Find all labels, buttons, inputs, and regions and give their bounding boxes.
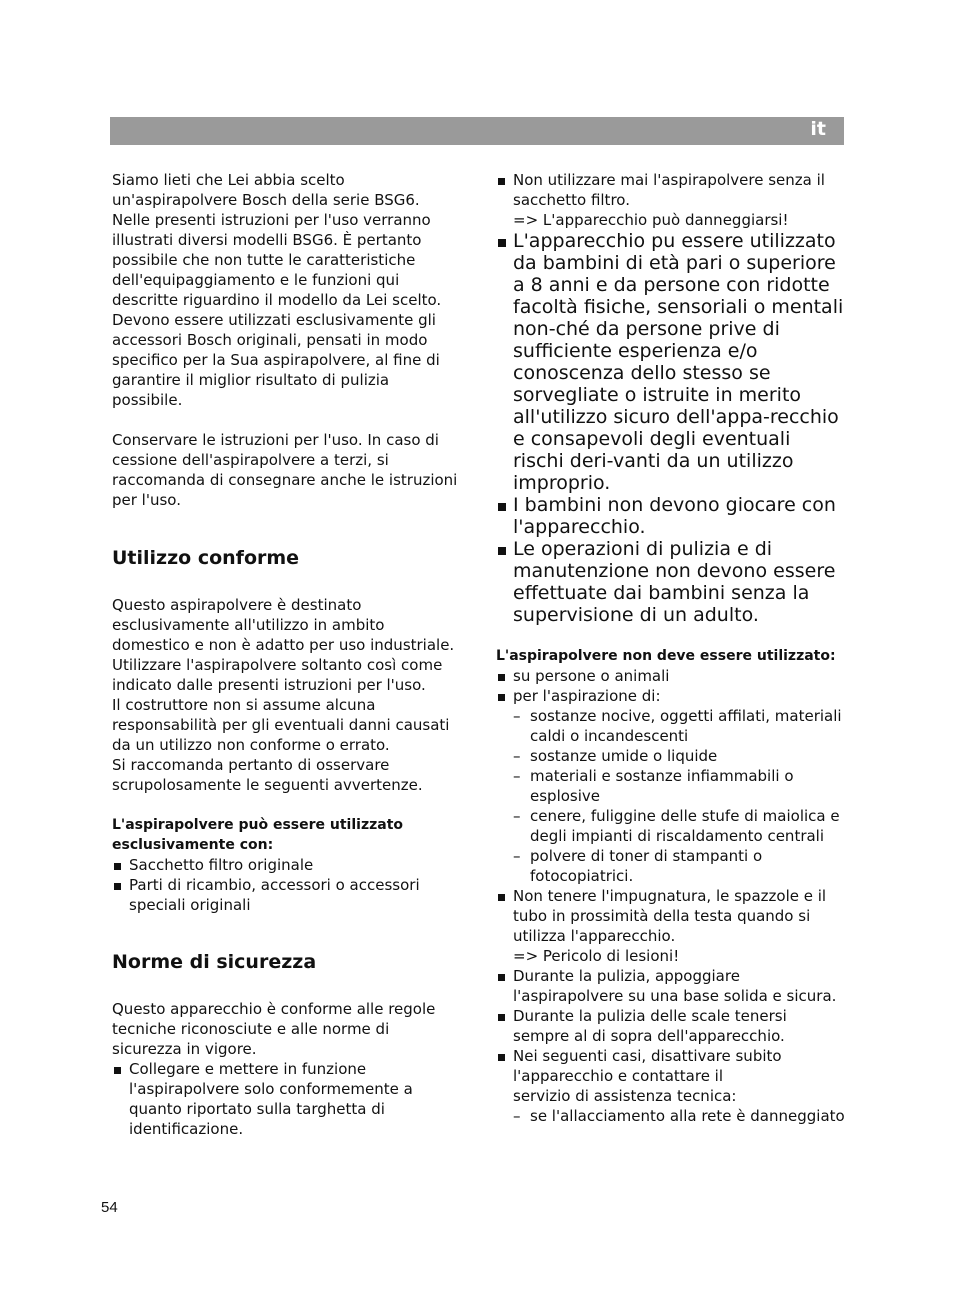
not-use-list — [496, 666, 846, 1126]
warning-text: Non tenere l'impugnatura, le spazzole e il tubo in prossimità della testa quando si utilizza l'apparecchio. — [513, 887, 827, 945]
section-heading-safety: Norme di sicurezza — [112, 951, 317, 973]
list-item: Collegare e mettere in funzione l'aspirapolvere solo conformemente a quanto riportato sulla targhetta di identificazione. — [112, 1059, 460, 1139]
page-number: 54 — [101, 1199, 118, 1216]
list-item: L'apparecchio pu essere utilizzato da bambini di età pari o superiore a 8 anni e da persone con ridotte facoltà fisiche, sensoriali o mentali non-ché da persone prive di sufficiente esperienza e/o conoscenza dello stesso se sorvegliate o istruite in merito all'utilizzo sicuro dell'appa-recchio e consapevoli degli eventuali rischi deri-vanti da un utilizzo improprio. — [496, 230, 846, 494]
use-paragraph: Si raccomanda pertanto di osservare scrupolosamente le seguenti avvertenze. — [112, 756, 423, 794]
list-item: Le operazioni di pulizia e di manutenzione non devono essere effettuate dai bambini senza la supervisione di un adulto. — [496, 538, 846, 626]
dash-item: – sostanze umide o liquide — [513, 746, 846, 766]
only-with-list — [112, 855, 460, 915]
dash-item: – cenere, fuliggine delle stufe di maiolica e degli impianti di riscaldamento centrali — [513, 806, 846, 846]
list-item: Durante la pulizia delle scale tenersi sempre al di sopra dell'apparecchio. — [496, 1006, 846, 1046]
warnings-list — [496, 170, 846, 626]
section-heading-use: Utilizzo conforme — [112, 547, 300, 569]
warning-text: Non utilizzare mai l'aspirapolvere senza il sacchetto filtro. — [513, 171, 825, 209]
warning-consequence: => Pericolo di lesioni! — [513, 947, 680, 965]
list-item — [496, 686, 846, 886]
use-paragraph: Il costruttore non si assume alcuna responsabilità per gli eventuali danni causati da un utilizzo non conforme o errato. — [112, 696, 450, 754]
intro-paragraph: Conservare le istruzioni per l'uso. In caso di cessione dell'aspirapolvere a terzi, si raccomanda di consegnare anche le istruzioni per l'uso. — [112, 431, 458, 509]
dash-list — [513, 1106, 846, 1126]
list-item: su persone o animali — [496, 666, 846, 686]
subheading-only-with: L'aspirapolvere può essere utilizzato esclusivamente con: — [112, 817, 404, 853]
warning-consequence: => L'apparecchio può danneggiarsi! — [513, 211, 789, 229]
list-item-text: servizio di assistenza tecnica: — [513, 1087, 737, 1105]
intro-paragraph: Devono essere utilizzati esclusivamente gli accessori Bosch originali, pensati in modo specifico per la Sua aspirapolvere, al fine di garantire il miglior risultato di pulizia possibile. — [112, 311, 440, 409]
language-header-bar — [110, 117, 844, 145]
list-item: I bambini non devono giocare con l'apparecchio. — [496, 494, 846, 538]
safety-list — [112, 1059, 460, 1139]
list-item — [496, 886, 846, 966]
list-item: Parti di ricambio, accessori o accessori speciali originali — [112, 875, 460, 915]
safety-paragraph: Questo apparecchio è conforme alle regole tecniche riconosciute e alle norme di sicurezza in vigore. — [112, 1000, 436, 1058]
list-item — [496, 170, 846, 230]
right-column — [496, 170, 846, 1126]
list-item: Sacchetto filtro originale — [112, 855, 460, 875]
dash-item: – materiali e sostanze infiammabili o esplosive — [513, 766, 846, 806]
intro-paragraph: Siamo lieti che Lei abbia scelto un'aspirapolvere Bosch della serie BSG6. Nelle presenti istruzioni per l'uso verranno illustrati diversi modelli BSG6. È pertanto possibile che non tutte le caratteristiche dell'equipaggiamento e le funzioni qui descritte riguardino il modello da Lei scelto. — [112, 171, 442, 309]
list-item-text: per l'aspirazione di: — [513, 687, 661, 705]
dash-item: – se l'allacciamento alla rete è danneggiato — [513, 1106, 846, 1126]
subheading-not-use: L'aspirapolvere non deve essere utilizzato: — [496, 648, 836, 664]
list-item: Durante la pulizia, appoggiare l'aspirapolvere su una base solida e sicura. — [496, 966, 846, 1006]
list-item — [496, 1046, 846, 1126]
language-code: it — [810, 118, 826, 140]
use-paragraph: Questo aspirapolvere è destinato esclusivamente all'utilizzo in ambito domestico e non è adatto per uso industriale. — [112, 596, 455, 654]
dash-list — [513, 706, 846, 886]
dash-item: – sostanze nocive, oggetti affilati, materiali caldi o incandescenti — [513, 706, 846, 746]
dash-item: – polvere di toner di stampanti o fotocopiatrici. — [513, 846, 846, 886]
list-item-text: Nei seguenti casi, disattivare subito l'apparecchio e contattare il — [513, 1047, 782, 1085]
left-column — [112, 170, 460, 1139]
use-paragraph: Utilizzare l'aspirapolvere soltanto così come indicato dalle presenti istruzioni per l'uso. — [112, 656, 443, 694]
